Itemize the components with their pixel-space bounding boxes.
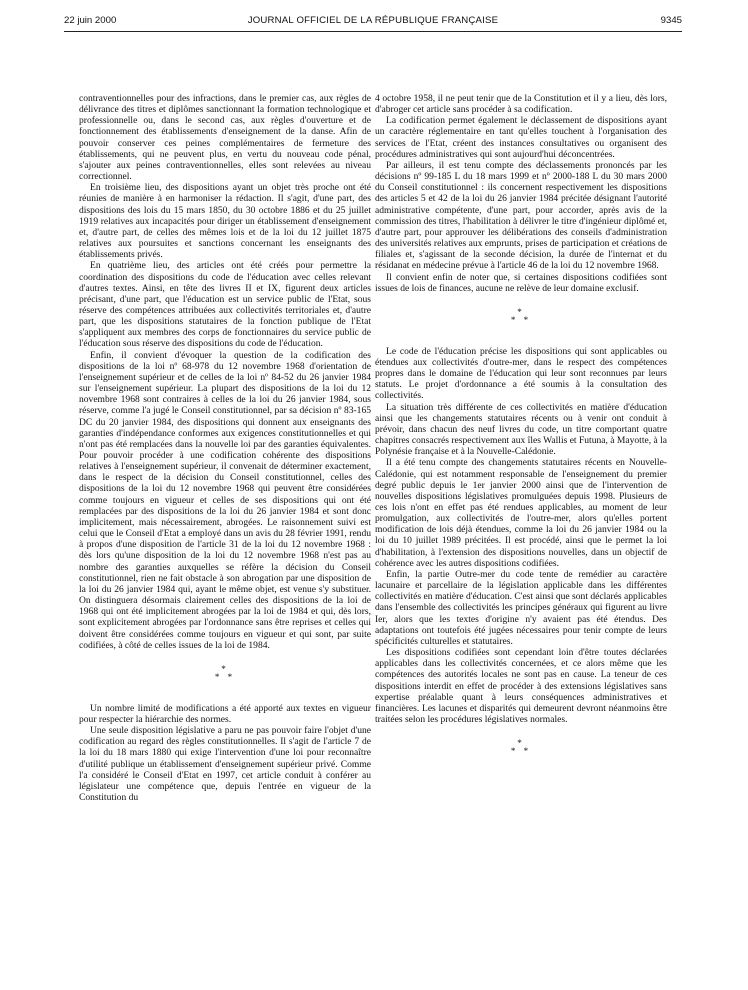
publication-date: 22 juin 2000 xyxy=(64,15,117,26)
page-number: 9345 xyxy=(660,15,682,26)
paragraph: La codification permet également le déclassement de dispositions ayant un caractère réglementaire en tant qu'elles touchent à l'organisation des services de l'Etat, créent des instances consultatives ou organisent des procédures administratives qui sont aujourd'hui déconcentrées. xyxy=(375,115,667,160)
paragraph: Par ailleurs, il est tenu compte des déclassements prononcés par les décisions nº 99-185 L du 18 mars 1999 et nº 2000-188 L du 30 mars 2000 du Conseil constitutionnel : ils concernent respectivement les dispositions des articles 5 et 42 de la loi du 26 janvier 1984 précitée désignant l'autorité administrative compétente, d'une part, pour accorder, après avis de la commission des titres, l'habilitation à délivrer le titre d'ingénieur diplômé et, d'autre part, pour approuver les délibérations des conseils d'administration des universités relatives aux emprunts, prises de participation et créations de filiales et, s'agissant de la seconde décision, la durée de l'internat et du résidanat en médecine prévue à l'article 46 de la loi du 12 novembre 1968. xyxy=(375,159,667,272)
journal-title: JOURNAL OFFICIEL DE LA RÉPUBLIQUE FRANÇAISE xyxy=(247,15,499,26)
paragraph: Les dispositions codifiées sont cependant loin d'être toutes déclarées applicables dans les collectivités concernées, et ce alors même que les compétences des autorités locales ne sont pas en cause. La teneur de ces dispositions interdit en effet de procéder à des extensions législatives sans expertise préalable quant à leurs conséquences administratives et financières. Les lacunes et disparités qui demeurent devront néanmoins être traitées selon les procédures législatives normales. xyxy=(375,647,667,725)
separator-star-top: * xyxy=(221,663,229,674)
separator-star-top: * xyxy=(517,306,525,317)
paragraph: Il a été tenu compte des changements statutaires récents en Nouvelle-Calédonie, qui est notamment responsable de l'enseignement du premier degré public depuis le 1er janvier 2000 ainsi que de l'intervention de nouvelles dispositions législatives promulguées depuis 1998. Plusieurs de ces lois n'ont en effet pas été rendues applicables, au moment de leur promulgation, aux collectivités de l'outre-mer, alors qu'elles portent modification de lois déjà étendues, comme la loi du 26 janvier 1984 ou la loi du 10 juillet 1989 précitées. Il est procédé, ainsi que le permet la loi d'habilitation, à l'extension des dispositions nouvelles, dans un objectif de cohérence avec les autres dispositions codifiées. xyxy=(375,457,667,569)
paragraph: Enfin, la partie Outre-mer du code tente de remédier au caractère lacunaire et parcellaire de la législation applicable dans les différentes collectivités en matière d'éducation. C'est ainsi que sont déclarés applicables dans l'ensemble des collectivités les principes généraux qui figurent au livre Ier, alors que les textes d'origine n'y avaient pas été étendus. Des adaptations ont toutefois été jugées nécessaires pour tenir compte de leurs spécificités culturelles et statutaires. xyxy=(375,568,667,647)
separator-star-bottom: * * xyxy=(510,314,532,325)
paragraph: Il convient enfin de noter que, si certaines dispositions codifiées sont issues de lois de finances, aucune ne relève de leur domaine exclusif. xyxy=(375,271,667,294)
separator-star-bottom: * * xyxy=(214,671,236,682)
paragraph: En troisième lieu, des dispositions ayant un objet très proche ont été réunies de manière à en harmoniser la rédaction. Il s'agit, d'une part, des dispositions des lois du 15 mars 1850, du 30 octobre 1886 et du 25 juillet 1919 relatives aux incapacités pour diriger un établissement d'enseignement et, d'autre part, de celles des mêmes lois et de la loi du 12 juillet 1875 relatives aux poursuites et sanctions concernant les enseignants des établissements privés. xyxy=(79,182,371,261)
section-separator-end xyxy=(375,739,667,755)
separator-star-bottom: * * xyxy=(510,746,532,757)
paragraph: En quatrième lieu, des articles ont été créés pour permettre la coordination des dispositions du code de l'éducation avec celles relevant d'autres textes. Ainsi, en tête des livres II et IX, figurent deux articles précisant, d'une part, que l'éducation est un service public de l'Etat, sous réserve des compétences attribuées aux collectivités territoriales et, d'autre part, que les dispositions statutaires de la fonction publique de l'Etat s'appliquent aux membres des corps de fonctionnaires du service public de l'éducation sous réserve des dispositions du code de l'éducation. xyxy=(79,260,371,350)
paragraph: 4 octobre 1958, il ne peut tenir que de la Constitution et il y a lieu, dès lors, d'abroger cet article sans procéder à sa codification. xyxy=(375,93,667,116)
header-rule xyxy=(64,31,682,32)
paragraph: La situation très différente de ces collectivités en matière d'éducation ainsi que les changements statutaires récents ou à venir ont conduit à prévoir, dans chacun des neuf livres du code, un titre comportant quatre chapitres consacrés respectivement aux îles Wallis et Futuna, à Mayotte, à la Polynésie française et à la Nouvelle-Calédonie. xyxy=(375,401,667,458)
paragraph: Enfin, il convient d'évoquer la question de la codification des dispositions de la loi nº 68-978 du 12 novembre 1968 d'orientation de l'enseignement supérieur et de celles de la loi nº 84-52 du 26 janvier 1984 sur l'enseignement supérieur. La plupart des dispositions de la loi du 12 novembre 1968 sont contraires à celles de la loi du 26 janvier 1984, sous réserve, comme l'a jugé le Conseil constitutionnel, par sa décision nº 83-165 DC du 20 janvier 1984, des dispositions qui donnent aux enseignants des garanties d'indépendance conformes aux exigences constitutionnelles et qui n'ont pas été remplacées dans la nouvelle loi par des garanties équivalentes. Pour pouvoir procéder à une codification cohérente des dispositions relatives à l'enseignement supérieur, il convenait de déterminer exactement, dans le respect de la décision du Conseil constitutionnel, celles des dispositions de la loi du 12 novembre 1968 qui peuvent être considérées comme toujours en vigueur et celles de ses dispositions qui ont été remplacées par des dispositions de la loi du 26 janvier 1984 et sont donc implicitement, mais nécessairement, abrogées. Le raisonnement suivi est celui que le Conseil d'Etat a employé dans un avis du 28 février 1991, rendu à propos d'une disposition de l'article 31 de la loi du 12 novembre 1968 : dès lors qu'une disposition de la loi du 12 novembre 1968 n'est pas au nombre des garanties auxquelles se réfère la décision du Conseil constitutionnel, rien ne fait obstacle à son abrogation par une disposition de la loi du 26 janvier 1984 qui, ayant le même objet, est venue s'y substituer. On distinguera désormais clairement celles des dispositions de la loi de 1968 qui ont été implicitement abrogées par la loi de 1984 et qui, dès lors, sont explicitement abrogées par l'ordonnance sans être reprises et celles qui doivent être considérées comme toujours en vigueur et qui sont, par suite codifiées, à côté de celles issues de la loi de 1984. xyxy=(79,349,371,651)
paragraph: Le code de l'éducation précise les dispositions qui sont applicables ou étendues aux collectivités d'outre-mer, dans le respect des compétences propres dans le domaine de l'éducation qui leur sont reconnues par leurs statuts. Le projet d'ordonnance a été soumis à la consultation des collectivités. xyxy=(375,345,667,402)
section-separator xyxy=(79,665,371,681)
left-column xyxy=(79,93,371,803)
paragraph: Un nombre limité de modifications a été apporté aux textes en vigueur pour respecter la hiérarchie des normes. xyxy=(79,702,371,725)
section-separator xyxy=(375,308,667,324)
separator-star-top: * xyxy=(517,738,525,749)
paragraph: Une seule disposition législative a paru ne pas pouvoir faire l'objet d'une codification au regard des règles constitutionnelles. Il s'agit de l'article 7 de la loi du 18 mars 1880 qui exige l'intervention d'une loi pour reconnaître d'utilité publique un établissement d'enseignement supérieur privé. Comme l'a considéré le Conseil d'Etat en 1997, cet article conduit à conférer au législateur une compétence que, depuis l'entrée en vigueur de la Constitution du xyxy=(79,725,371,804)
paragraph: contraventionnelles pour des infractions, dans le premier cas, aux règles de délivrance des titres et diplômes sanctionnant la formation technologique et professionnelle ou, dans le second cas, aux règles d'ouverture et de fonctionnement des établissements d'enseignement de la danse. Afin de pouvoir conserver ces peines complémentaires de fermeture des établissements, qui ne peuvent plus, en vertu du nouveau code pénal, s'ajouter aux peines contraventionnelles, elles sont relevées au niveau correctionnel. xyxy=(79,93,371,183)
right-column xyxy=(375,93,667,777)
page-header xyxy=(64,13,682,31)
